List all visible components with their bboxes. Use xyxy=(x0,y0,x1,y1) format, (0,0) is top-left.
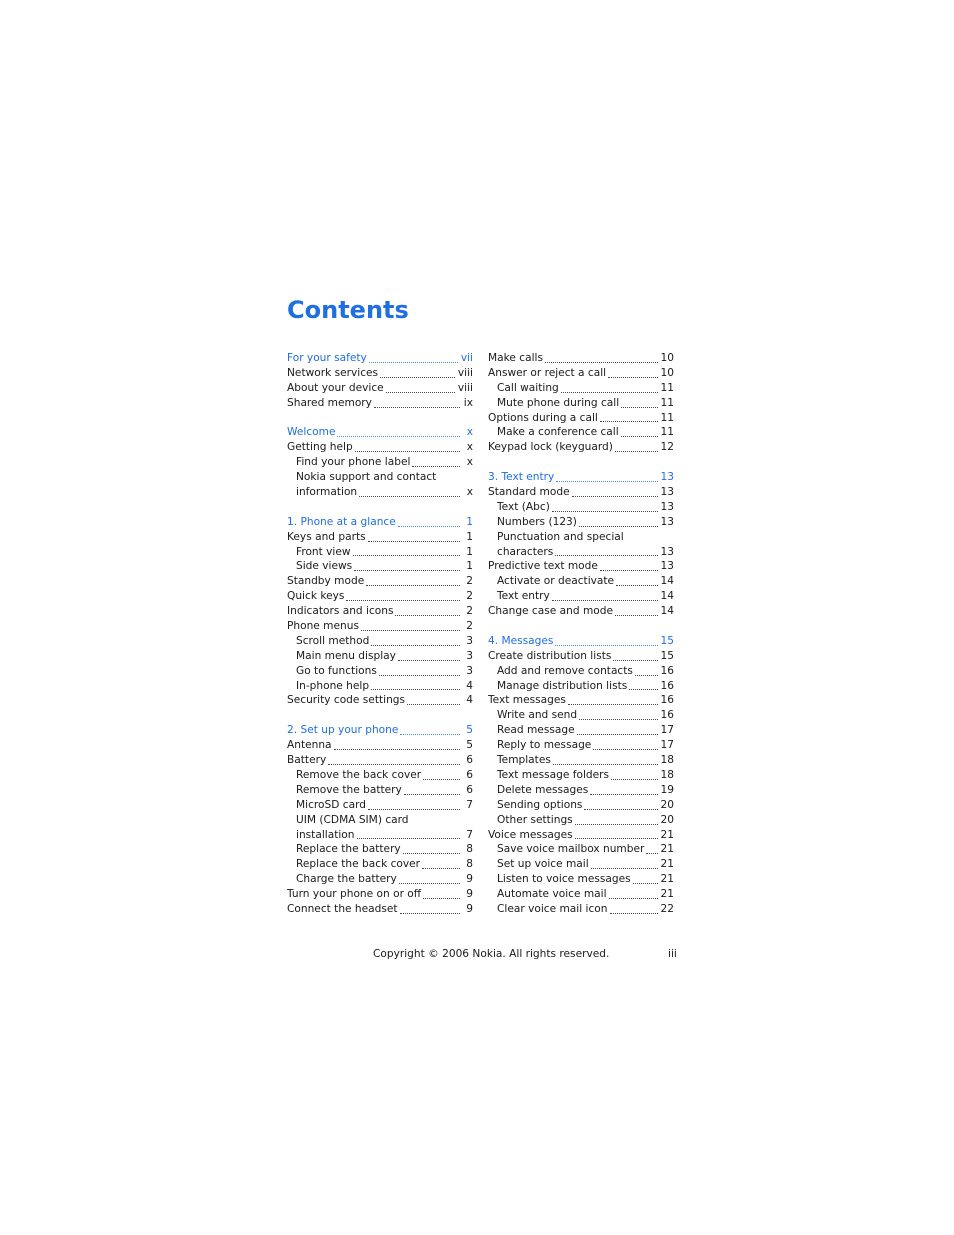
toc-entry[interactable] xyxy=(488,828,674,843)
toc-entry[interactable] xyxy=(488,515,674,530)
dot-leader xyxy=(395,615,460,616)
toc-entry-label: Charge the battery xyxy=(296,873,397,886)
dot-leader xyxy=(579,526,658,527)
toc-entry[interactable] xyxy=(488,872,674,887)
toc-entry-page: 3 xyxy=(466,664,473,677)
toc-entry-page: 4 xyxy=(466,679,473,692)
dot-leader xyxy=(621,407,657,408)
toc-entry-page: 5 xyxy=(466,739,473,752)
toc-entry[interactable] xyxy=(287,783,473,798)
toc-entry-label: Welcome xyxy=(287,426,336,439)
page-number: iii xyxy=(668,948,677,960)
toc-entry-page: 8 xyxy=(466,858,473,871)
toc-entry-label: Antenna xyxy=(287,739,332,752)
toc-entry[interactable] xyxy=(488,381,674,396)
dot-leader xyxy=(379,675,460,676)
toc-entry-page: 7 xyxy=(466,798,473,811)
toc-entry-page: 1 xyxy=(466,560,473,573)
dot-leader xyxy=(600,570,658,571)
toc-entry[interactable] xyxy=(488,574,674,589)
dot-leader xyxy=(561,392,658,393)
toc-entry-label: Remove the back cover xyxy=(296,768,422,781)
toc-entry-page: 16 xyxy=(660,694,674,707)
dot-leader xyxy=(552,600,658,601)
toc-entry-page: 14 xyxy=(660,575,674,588)
toc-entry[interactable] xyxy=(287,842,473,857)
dot-leader xyxy=(556,481,657,482)
toc-entry-label: Side views xyxy=(296,560,353,573)
toc-entry[interactable] xyxy=(287,902,473,917)
toc-entry-page: 7 xyxy=(466,828,473,841)
toc-entry[interactable] xyxy=(488,783,674,798)
toc-entry-page: 1 xyxy=(466,515,473,528)
toc-entry-page: 2 xyxy=(466,620,473,633)
toc-entry-page: 21 xyxy=(660,828,674,841)
dot-leader xyxy=(374,407,460,408)
dot-leader xyxy=(354,570,460,571)
toc-entry[interactable] xyxy=(287,828,473,843)
dot-leader xyxy=(572,496,658,497)
dot-leader xyxy=(553,764,658,765)
dot-leader xyxy=(361,630,460,631)
toc-entry-label: Indicators and icons xyxy=(287,605,394,618)
toc-entry-page: 11 xyxy=(660,426,674,439)
toc-entry-label: UIM (CDMA SIM) card xyxy=(296,813,409,826)
dot-leader xyxy=(593,749,657,750)
toc-entry-page: 21 xyxy=(660,873,674,886)
toc-entry[interactable] xyxy=(287,619,473,634)
toc-entry-page: 2 xyxy=(466,575,473,588)
toc-entry-page: x xyxy=(466,456,473,469)
toc-entry[interactable] xyxy=(287,872,473,887)
toc-entry-label: Other settings xyxy=(497,813,573,826)
toc-entry-label: 3. Text entry xyxy=(488,471,555,484)
toc-entry[interactable] xyxy=(488,813,674,828)
dot-leader xyxy=(600,421,658,422)
toc-entry-label: Automate voice mail xyxy=(497,888,607,901)
toc-entry-label: Sending options xyxy=(497,798,583,811)
toc-entry-page: x xyxy=(466,486,473,499)
toc-entry-label: Set up voice mail xyxy=(497,858,589,871)
dot-leader xyxy=(328,764,460,765)
toc-entry[interactable] xyxy=(488,500,674,515)
toc-entry-page: 4 xyxy=(466,694,473,707)
toc-entry-page: 14 xyxy=(660,605,674,618)
toc-entry-label: In-phone help xyxy=(296,679,370,692)
dot-leader xyxy=(399,883,460,884)
dot-leader xyxy=(346,600,460,601)
toc-entry-label: Text (Abc) xyxy=(497,500,550,513)
toc-entry[interactable] xyxy=(488,545,674,560)
toc-entry[interactable] xyxy=(287,857,473,872)
dot-leader xyxy=(371,645,460,646)
toc-entry-page: 14 xyxy=(660,590,674,603)
toc-entry-page: ix xyxy=(463,396,473,409)
toc-entry[interactable] xyxy=(287,470,473,485)
toc-section-heading[interactable] xyxy=(287,723,473,738)
dot-leader xyxy=(369,362,458,363)
toc-entry-label: Add and remove contacts xyxy=(497,664,633,677)
toc-entry-label: Getting help xyxy=(287,441,353,454)
dot-leader xyxy=(423,779,460,780)
toc-entry[interactable] xyxy=(488,708,674,723)
toc-entry-label: Voice messages xyxy=(488,828,573,841)
toc-entry-page: 17 xyxy=(660,739,674,752)
toc-entry[interactable] xyxy=(488,887,674,902)
toc-entry-label: Security code settings xyxy=(287,694,406,707)
toc-entry-label: installation xyxy=(296,828,355,841)
toc-section-heading[interactable] xyxy=(287,425,473,440)
toc-entry-page: 6 xyxy=(466,768,473,781)
dot-leader xyxy=(568,704,658,705)
toc-entry-label: Quick keys xyxy=(287,590,345,603)
toc-entry[interactable] xyxy=(287,485,473,500)
toc-entry-label: Change case and mode xyxy=(488,605,613,618)
dot-leader xyxy=(422,868,460,869)
toc-entry-page: 18 xyxy=(660,768,674,781)
toc-entry-page: 15 xyxy=(660,649,674,662)
toc-entry-label: Options during a call xyxy=(488,411,598,424)
dot-leader xyxy=(337,436,460,437)
toc-entry-label: Read message xyxy=(497,724,575,737)
dot-leader xyxy=(407,704,460,705)
toc-entry[interactable] xyxy=(287,381,473,396)
toc-entry-label: For your safety xyxy=(287,352,367,364)
toc-entry-page: 20 xyxy=(660,798,674,811)
toc-entry[interactable] xyxy=(287,887,473,902)
toc-entry-label: Delete messages xyxy=(497,783,589,796)
dot-leader xyxy=(368,541,460,542)
dot-leader xyxy=(616,585,657,586)
toc-entry[interactable] xyxy=(287,559,473,574)
dot-leader xyxy=(355,451,460,452)
dot-leader xyxy=(398,660,460,661)
dot-leader xyxy=(611,779,657,780)
toc-entry[interactable] xyxy=(488,842,674,857)
toc-section-heading[interactable] xyxy=(287,351,473,366)
toc-entry-label: Punctuation and special xyxy=(497,530,624,543)
toc-entry[interactable] xyxy=(287,366,473,381)
toc-entry-label: About your device xyxy=(287,381,384,394)
toc-entry-label: Replace the back cover xyxy=(296,858,421,871)
toc-entry-label: characters xyxy=(497,545,554,558)
toc-entry-label: Front view xyxy=(296,545,351,558)
toc-entry-label: Clear voice mail icon xyxy=(497,902,608,915)
toc-entry-page: 16 xyxy=(660,679,674,692)
toc-entry-label: Call waiting xyxy=(497,381,559,394)
toc-entry-label: Keypad lock (keyguard) xyxy=(488,441,613,454)
toc-entry[interactable] xyxy=(287,738,473,753)
dot-leader xyxy=(613,660,657,661)
toc-entry[interactable] xyxy=(488,679,674,694)
toc-entry-label: Phone menus xyxy=(287,620,359,633)
dot-leader xyxy=(400,734,460,735)
dot-leader xyxy=(555,555,657,556)
toc-entry-label: 1. Phone at a glance xyxy=(287,515,396,528)
toc-entry[interactable] xyxy=(488,664,674,679)
toc-entry-page: 6 xyxy=(466,754,473,767)
dot-leader xyxy=(368,809,460,810)
dot-leader xyxy=(629,689,657,690)
toc-entry[interactable] xyxy=(287,753,473,768)
toc-entry-page: 21 xyxy=(660,888,674,901)
dot-leader xyxy=(615,451,658,452)
dot-leader xyxy=(404,794,460,795)
toc-entry-label: Remove the battery xyxy=(296,783,402,796)
toc-entry-label: information xyxy=(296,486,358,499)
toc-entry[interactable] xyxy=(488,425,674,440)
copyright-notice: Copyright © 2006 Nokia. All rights reserved. xyxy=(373,948,610,960)
toc-entry-label: Reply to message xyxy=(497,739,592,752)
toc-entry-label: Shared memory xyxy=(287,396,372,409)
dot-leader xyxy=(575,838,658,839)
toc-entry-page: 11 xyxy=(660,411,674,424)
toc-entry-page: 13 xyxy=(660,500,674,513)
toc-entry[interactable] xyxy=(287,440,473,455)
toc-entry[interactable] xyxy=(488,485,674,500)
toc-entry-page: 13 xyxy=(660,486,674,499)
toc-entry-page: 13 xyxy=(660,471,674,484)
toc-entry[interactable] xyxy=(287,798,473,813)
dot-leader xyxy=(635,675,658,676)
page-title: Contents xyxy=(287,296,409,324)
toc-entry-label: Write and send xyxy=(497,709,578,722)
dot-leader xyxy=(575,824,658,825)
toc-entry-label: Text messages xyxy=(488,694,566,707)
toc-entry[interactable] xyxy=(488,440,674,455)
toc-entry[interactable] xyxy=(287,574,473,589)
dot-leader xyxy=(615,615,658,616)
toc-entry[interactable] xyxy=(488,693,674,708)
toc-entry-page: 10 xyxy=(660,366,674,379)
toc-entry[interactable] xyxy=(488,530,674,545)
toc-entry-page: 3 xyxy=(466,649,473,662)
dot-leader xyxy=(357,838,461,839)
toc-entry[interactable] xyxy=(287,455,473,470)
toc-entry-page: x xyxy=(466,426,473,439)
toc-entry[interactable] xyxy=(488,753,674,768)
toc-entry-label: Listen to voice messages xyxy=(497,873,631,886)
toc-entry-page: viii xyxy=(457,366,473,379)
toc-entry-label: 2. Set up your phone xyxy=(287,724,399,737)
toc-entry-page: vii xyxy=(460,352,473,364)
dot-leader xyxy=(334,749,460,750)
toc-entry[interactable] xyxy=(488,902,674,917)
toc-entry[interactable] xyxy=(488,798,674,813)
toc-entry-label: 4. Messages xyxy=(488,634,554,647)
toc-entry-label: Answer or reject a call xyxy=(488,366,607,379)
toc-entry-page: x xyxy=(466,441,473,454)
toc-entry-label: Manage distribution lists xyxy=(497,679,628,692)
toc-entry-page: 10 xyxy=(660,352,674,364)
toc-entry-page: 12 xyxy=(660,441,674,454)
toc-entry-page: 11 xyxy=(660,381,674,394)
toc-entry[interactable] xyxy=(287,530,473,545)
toc-entry[interactable] xyxy=(287,649,473,664)
toc-entry-page: 16 xyxy=(660,709,674,722)
dot-leader xyxy=(552,511,658,512)
dot-leader xyxy=(608,377,657,378)
dot-leader xyxy=(545,362,658,363)
toc-entry[interactable] xyxy=(287,589,473,604)
toc-entry[interactable] xyxy=(488,857,674,872)
toc-entry-page: 18 xyxy=(660,754,674,767)
dot-leader xyxy=(591,868,658,869)
dot-leader xyxy=(610,913,658,914)
toc-entry-label: Network services xyxy=(287,366,379,379)
toc-entry-page: 13 xyxy=(660,560,674,573)
toc-entry-page: 3 xyxy=(466,634,473,647)
toc-section-heading[interactable] xyxy=(488,634,674,649)
dot-leader xyxy=(366,585,460,586)
dot-leader xyxy=(633,883,658,884)
toc-entry-label: Text entry xyxy=(497,590,550,603)
toc-entry-page: 16 xyxy=(660,664,674,677)
dot-leader xyxy=(621,436,658,437)
toc-entry-page: 22 xyxy=(660,902,674,915)
toc-entry-page: 11 xyxy=(660,396,674,409)
dot-leader xyxy=(359,496,460,497)
toc-entry-label: Replace the battery xyxy=(296,843,401,856)
toc-entry-page: 9 xyxy=(466,888,473,901)
toc-entry-label: Scroll method xyxy=(296,634,370,647)
toc-entry[interactable] xyxy=(287,634,473,649)
toc-entry-label: Find your phone label xyxy=(296,456,411,469)
toc-entry-page: 19 xyxy=(660,783,674,796)
toc-entry-page: 6 xyxy=(466,783,473,796)
dot-leader xyxy=(380,377,455,378)
toc-entry-page: 15 xyxy=(660,634,674,647)
toc-entry[interactable] xyxy=(488,559,674,574)
toc-entry[interactable] xyxy=(488,738,674,753)
dot-leader xyxy=(579,719,657,720)
toc-section-heading[interactable] xyxy=(488,470,674,485)
toc-entry[interactable] xyxy=(488,589,674,604)
dot-leader xyxy=(353,555,460,556)
dot-leader xyxy=(386,392,455,393)
dot-leader xyxy=(398,526,460,527)
toc-entry[interactable] xyxy=(488,396,674,411)
toc-entry-label: Activate or deactivate xyxy=(497,575,615,588)
toc-right-column xyxy=(488,351,674,917)
toc-entry[interactable] xyxy=(287,396,473,411)
toc-section-heading[interactable] xyxy=(287,515,473,530)
toc-entry[interactable] xyxy=(488,351,674,366)
toc-entry-label: Numbers (123) xyxy=(497,515,577,528)
toc-entry-page: 13 xyxy=(660,515,674,528)
toc-entry-label: Go to functions xyxy=(296,664,377,677)
dot-leader xyxy=(609,898,658,899)
toc-entry[interactable] xyxy=(488,411,674,426)
toc-entry-label: Battery xyxy=(287,754,327,767)
toc-entry[interactable] xyxy=(488,604,674,619)
toc-entry-label: Make calls xyxy=(488,352,543,364)
toc-entry-page: 20 xyxy=(660,813,674,826)
toc-entry-label: Connect the headset xyxy=(287,902,398,915)
toc-entry[interactable] xyxy=(287,664,473,679)
toc-entry-label: Turn your phone on or off xyxy=(287,888,422,901)
toc-entry-page: 2 xyxy=(466,590,473,603)
toc-entry[interactable] xyxy=(287,693,473,708)
toc-entry-page: 1 xyxy=(466,545,473,558)
dot-leader xyxy=(371,689,460,690)
toc-entry-label: Templates xyxy=(497,754,551,767)
toc-entry[interactable] xyxy=(287,545,473,560)
dot-leader xyxy=(584,809,657,810)
toc-entry-page: 21 xyxy=(660,858,674,871)
toc-entry-page: 8 xyxy=(466,843,473,856)
dot-leader xyxy=(646,853,657,854)
toc-entry-label: Save voice mailbox number xyxy=(497,843,645,856)
toc-entry-label: Make a conference call xyxy=(497,426,619,439)
toc-entry[interactable] xyxy=(488,649,674,664)
toc-entry-page: 9 xyxy=(466,902,473,915)
toc-entry[interactable] xyxy=(488,768,674,783)
toc-entry-label: Text message folders xyxy=(497,768,610,781)
toc-entry-page: 17 xyxy=(660,724,674,737)
toc-entry-page: 9 xyxy=(466,873,473,886)
toc-entry-page: 13 xyxy=(660,545,674,558)
toc-entry-label: Predictive text mode xyxy=(488,560,598,573)
dot-leader xyxy=(577,734,658,735)
toc-entry-label: Keys and parts xyxy=(287,530,366,543)
toc-entry[interactable] xyxy=(287,679,473,694)
toc-entry-label: Standard mode xyxy=(488,486,570,499)
dot-leader xyxy=(423,898,460,899)
toc-entry[interactable] xyxy=(488,723,674,738)
toc-entry-label: Create distribution lists xyxy=(488,649,612,662)
toc-entry-label: Mute phone during call xyxy=(497,396,620,409)
toc-entry[interactable] xyxy=(287,813,473,828)
toc-entry-label: MicroSD card xyxy=(296,798,366,811)
dot-leader xyxy=(555,645,657,646)
toc-entry-page: 1 xyxy=(466,530,473,543)
toc-entry[interactable] xyxy=(488,366,674,381)
toc-entry-label: Nokia support and contact xyxy=(296,471,437,484)
toc-entry[interactable] xyxy=(287,604,473,619)
dot-leader xyxy=(403,853,460,854)
toc-entry-label: Main menu display xyxy=(296,649,396,662)
dot-leader xyxy=(590,794,657,795)
dot-leader xyxy=(412,466,460,467)
toc-left-column xyxy=(287,351,473,917)
toc-entry-page: 5 xyxy=(466,724,473,737)
toc-entry-page: 21 xyxy=(660,843,674,856)
toc-entry-page: viii xyxy=(457,381,473,394)
toc-entry-page: 2 xyxy=(466,605,473,618)
toc-entry-label: Standby mode xyxy=(287,575,365,588)
toc-entry[interactable] xyxy=(287,768,473,783)
dot-leader xyxy=(400,913,460,914)
